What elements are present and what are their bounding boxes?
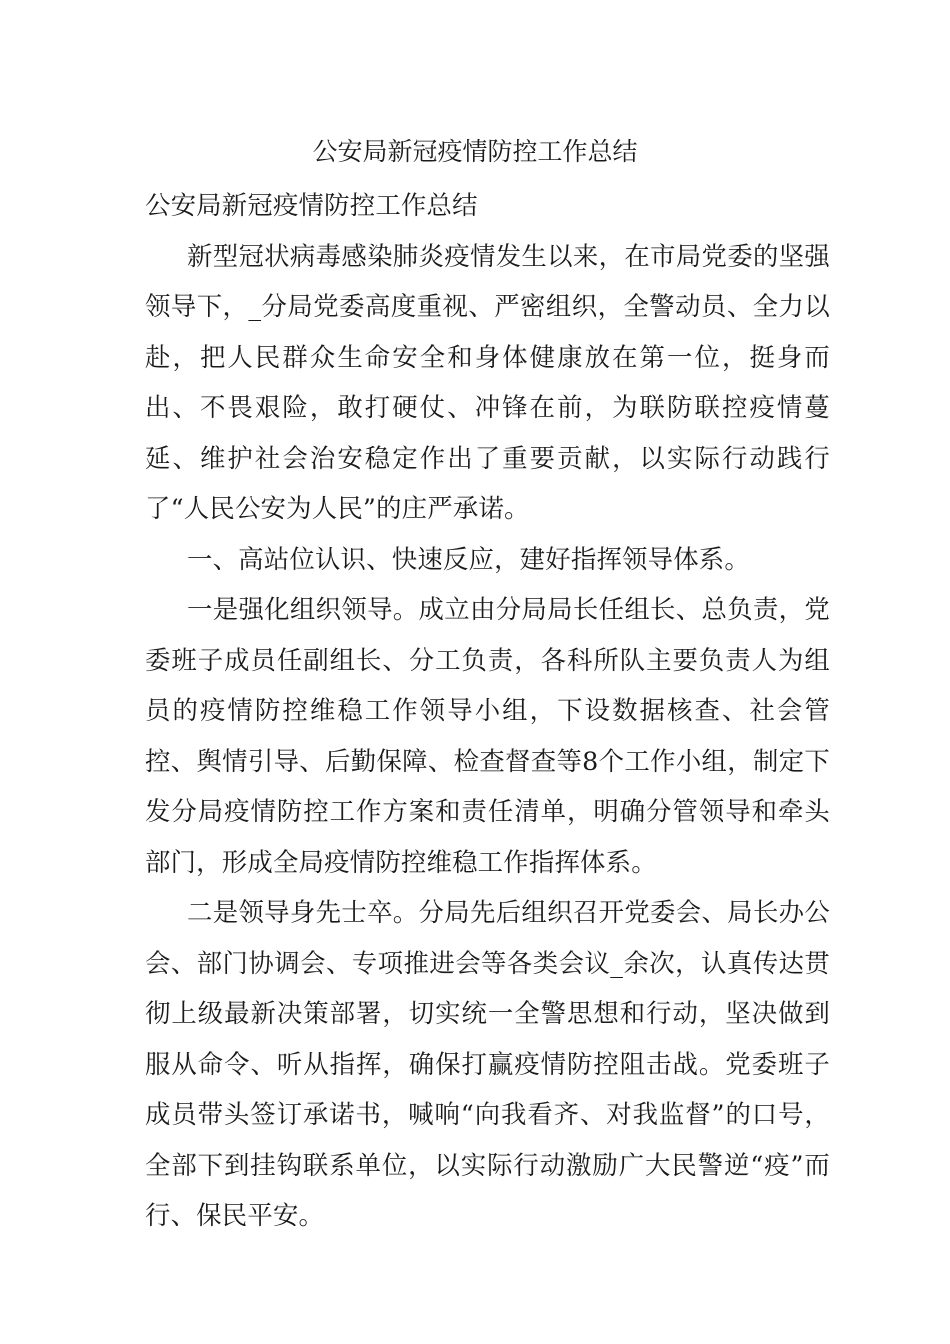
subtitle-paragraph: 公安局新冠疫情防控工作总结 [145,190,478,220]
document-body [145,180,830,1241]
paragraph-organization: 一是强化组织领导。成立由分局局长任组长、总负责，党委班子成员任副组长、分工负责，各科所队主要负责人为组员的疫情防控维稳工作领导小组，下设数据核查、社会管控、舆情引导、后勤保障、检查督查等8个工作小组，制定下发分局疫情防控工作方案和责任清单，明确分管领导和牵头部门，形成全局疫情防控维稳工作指挥体系。 [145,594,830,877]
document-title: 公安局新冠疫情防控工作总结 [312,137,638,166]
paragraph-leadership: 二是领导身先士卒。分局先后组织召开党委会、局长办公会、部门协调会、专项推进会等各类会议_余次，认真传达贯彻上级最新决策部署，切实统一全警思想和行动，坚决做到服从命令、听从指挥，确保打赢疫情防控阻击战。党委班子成员带头签订承诺书，喊响“向我看齐、对我监督”的口号，全部下到挂钩联系单位，以实际行动激励广大民警逆“疫”而行、保民平安。 [145,897,830,1230]
section-heading-1: 一、高站位认识、快速反应，建好指挥领导体系。 [187,543,750,574]
intro-paragraph: 新型冠状病毒感染肺炎疫情发生以来，在市局党委的坚强领导下，_分局党委高度重视、严密组织，全警动员、全力以赴，把人民群众生命安全和身体健康放在第一位，挺身而出、不畏艰险，敢打硬仗、冲锋在前，为联防联控疫情蔓延、维护社会治安稳定作出了重要贡献，以实际行动践行了“人民公安为人民”的庄严承诺。 [145,240,830,523]
